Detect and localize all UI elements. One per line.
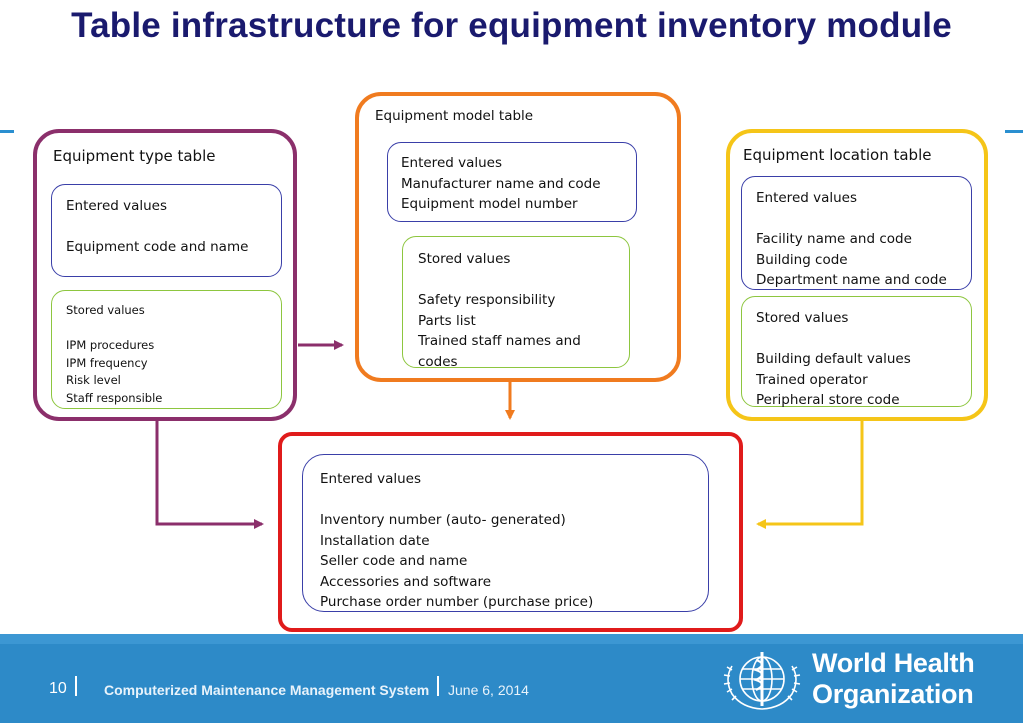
peripheral-store-code: Peripheral store code	[756, 392, 900, 408]
seller-code-and-name: Seller code and name	[320, 553, 468, 569]
inventory-number: Inventory number (auto- generated)	[320, 512, 566, 528]
equipment-location-entered-values	[741, 176, 972, 290]
staff-responsible: Staff responsible	[66, 390, 163, 405]
footer-date: June 6, 2014	[448, 682, 529, 698]
entered-values-label: Entered values	[320, 471, 422, 487]
who-emblem-icon	[720, 646, 804, 712]
stored-values-blank	[66, 320, 281, 338]
facility-name-and-code: Facility name and code	[756, 231, 912, 247]
trained-staff-names-cont: codes	[418, 353, 458, 370]
equipment-type-stored-values	[51, 290, 282, 409]
building-code: Building code	[756, 251, 848, 268]
safety-responsibility: Safety responsibility	[418, 292, 556, 308]
org-line-2: Organization	[812, 679, 974, 709]
stored-values-label: Stored values	[756, 310, 849, 326]
entered-values-blank	[756, 209, 971, 230]
equipment-location-heading: Equipment location table	[743, 146, 932, 164]
equipment-type-entered-values	[51, 184, 282, 277]
footer-separator	[437, 676, 439, 696]
entered-values-label: Entered values	[756, 190, 858, 206]
stored-values-blank	[756, 329, 971, 350]
equipment-location-stored-values	[741, 296, 972, 407]
stored-values-blank	[418, 270, 629, 291]
entered-values-blank	[66, 217, 281, 238]
footer-band	[0, 634, 1023, 644]
arrow-type-to-inventory	[157, 421, 262, 524]
equipment-model-number: Equipment model number	[401, 196, 578, 212]
footer-separator	[75, 676, 77, 696]
who-logotype	[812, 648, 974, 710]
ipm-frequency: IPM frequency	[66, 355, 148, 370]
equipment-model-heading: Equipment model table	[375, 108, 534, 124]
trained-staff-names: Trained staff names and	[418, 333, 581, 349]
inventory-entered-values	[302, 454, 709, 612]
trained-operator: Trained operator	[756, 371, 868, 388]
equipment-code-and-name: Equipment code and name	[66, 239, 249, 255]
footer-system-name: Computerized Maintenance Management System	[104, 682, 430, 698]
purchase-order-number: Purchase order number (purchase price)	[320, 594, 594, 610]
installation-date: Installation date	[320, 532, 430, 549]
slide-title: Table infrastructure for equipment inventory module	[71, 6, 952, 45]
manufacturer-name-and-code: Manufacturer name and code	[401, 175, 601, 192]
building-default-values: Building default values	[756, 351, 911, 367]
entered-values-blank	[320, 490, 708, 511]
stored-values-label: Stored values	[418, 251, 511, 267]
parts-list: Parts list	[418, 312, 476, 329]
stored-values-label: Stored values	[66, 303, 145, 317]
accessories-and-software: Accessories and software	[320, 573, 492, 590]
page-number: 10	[49, 680, 67, 697]
org-line-1: World Health	[812, 648, 975, 678]
risk-level: Risk level	[66, 373, 121, 387]
department-name-and-code: Department name and code	[756, 272, 947, 288]
arrow-location-to-inventory	[758, 421, 862, 524]
equipment-model-entered-values	[387, 142, 637, 222]
equipment-model-stored-values	[402, 236, 630, 368]
entered-values-label: Entered values	[66, 198, 168, 214]
equipment-type-heading: Equipment type table	[53, 147, 216, 165]
entered-values-label: Entered values	[401, 155, 503, 171]
ipm-procedures: IPM procedures	[66, 338, 155, 352]
